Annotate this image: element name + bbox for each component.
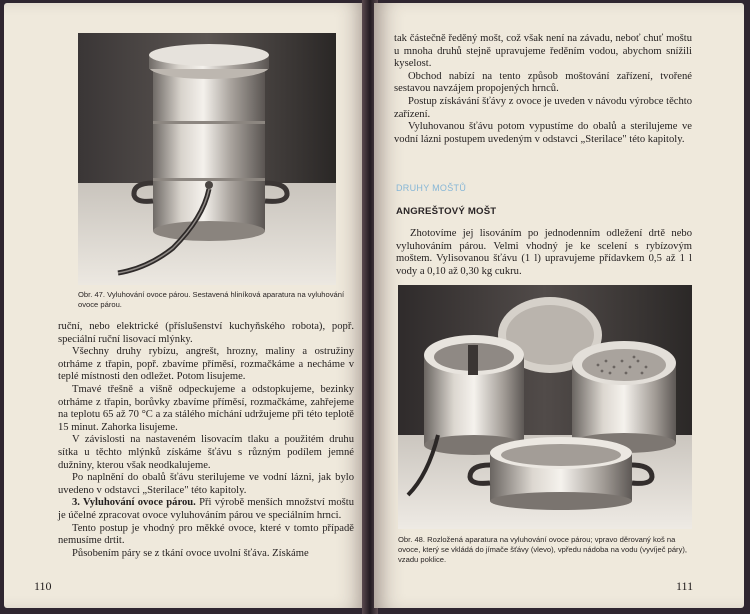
paragraph: 3. Vyluhování ovoce párou. Při výrobě menších množství moštu je účelné zpracovat ovoce vyluhováním párou ve speciálním hrnci. [58,497,354,521]
right-page [374,3,744,608]
paragraph: Tento postup je vhodný pro měkké ovoce, které v tomto případě nemusíme drtit. [58,522,354,547]
page-number-left: 110 [34,579,52,593]
paragraph: ruční, nebo elektrické (příslušenství kuchyňského robota), popř. speciální ruční lisovací mlýnky. [58,321,354,345]
paragraph: Obchod nabízí na tento způsob moštování zařízení, tvořené sestavou navzájem propojených hrnců. [394,70,692,95]
paragraph: Všechny druhy rybízu, angrešt, hrozny, maliny a ostružiny otrháme z třapin, popř. zbavíme příměsí, rozmačkáme a necháme v teplé místnosti den odležet. Potom lisujeme. [58,346,354,383]
figure-48-photo [398,285,692,529]
page-number-right: 111 [676,579,694,593]
figure-47-caption: Obr. 47. Vyluhování ovoce párou. Sestavená hliníková aparatura na vyluhování ovoce párou. [78,290,345,309]
method-heading: 3. Vyluhování ovoce párou. [72,497,196,509]
subsection-title: ANGREŠTOVÝ MOŠT [396,206,497,217]
paragraph: tak částečně ředěný mošt, což však není na závadu, neboť chuť moštu u mnoha druhů stejně upravujeme ředěním vodou, abychom snížili kyselost. [394,33,692,70]
paragraph: Vyluhovanou šťávu potom vypustíme do obalů a sterilujeme ve vodní lázni postupem uvedeným v odstavci „Sterilace" této kapitoly. [394,121,692,145]
figure-47-photo [78,33,336,285]
paragraph: Působením páry se z tkání ovoce uvolní šťáva. Získáme [72,547,309,559]
right-top-text [394,33,692,146]
paragraph: Tmavé třešně a višně odpeckujeme a odstopkujeme, bezinky otrháme z třapin, borůvky zbavíme příměsí, rozmačkáme, zahřejeme na teplotu 65 až 70 °C a za stálého míchání udržujeme při této teplotě 15 minut. Zahorka lisujeme. [58,383,354,433]
left-body-text [58,321,354,560]
paragraph: Zhotovíme jej lisováním po jednodenním odležení drtě nebo vyluhováním párou. Velmi vhodný je ke scelení s rybízovým moštem. Vylisovanou šťávu (1 l) upravujeme přídavkem 0,5 až 1 l vody a 0,10 až 0,30 kg cukru. [396,228,692,277]
paragraph: Po naplnění do obalů šťávu sterilujeme ve vodní lázni, jak bylo uvedeno v odstavci „Sterilace" této kapitoly. [58,472,354,496]
figure-48-caption: Obr. 48. Rozložená aparatura na vyluhování ovoce párou; vpravo děrovaný koš na ovoce, který se vkládá do jímače šťávy (vlevo), vpředu nádoba na vodu (vyvíječ páry), vzadu poklice. [398,535,688,564]
paragraph: Postup získávání šťávy z ovoce je uveden v návodu výrobce těchto zařízení. [394,95,693,120]
left-page [4,3,366,608]
paragraph: V závislosti na nastaveném lisovacím tlaku a použitém druhu sítka u těchto mlýnků získáme šťávu s různým podílem jemné dužniny, kterou však neodkalujeme. [58,434,354,471]
recipe-text [396,228,692,278]
section-title: DRUHY MOŠTŮ [396,183,467,193]
